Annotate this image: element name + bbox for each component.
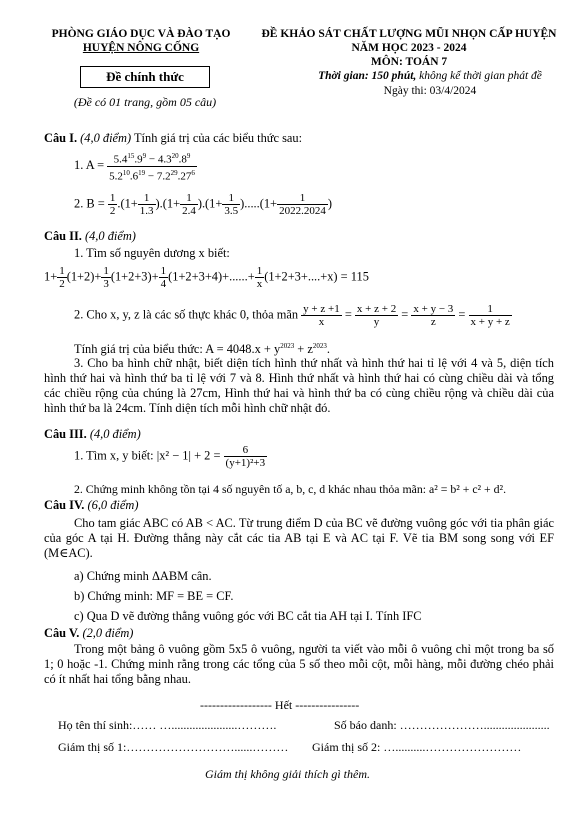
q5-points: (2,0 điểm) [82,626,134,640]
q3-p1-text: 1. Tìm x, y biết: |x² − 1| + 2 = [74,448,221,463]
page-note: (Đề có 01 trang, gồm 05 câu) [73,95,217,109]
q2-p3: 3. Cho ba hình chữ nhật, biết diện tích hình thứ nhất và hình thứ hai tỉ lệ với 4 và 5, diện tích hình thứ hai và hình thứ ba tỉ lệ với 7 và 8. Hình thứ nhất và hình thứ hai có cùng chiều dài và tổng các chiều rộng của chúng là 27cm, Hình thứ hai và hình thứ ba có cùng chiều rộng và chiều dài của hình thứ ba là 24cm. Tính diện tích mỗi hình chữ nhật đó. [44,356,554,415]
q1-points: (4,0 điểm) [80,131,132,145]
time-rest: không kể thời gian phát đề [416,70,542,82]
q2-p2: 2. Cho x, y, z là các số thực khác 0, thỏa mãn $\frac{y + z +1}{x}$ = $\frac{x + z + 2}{y}$ = $\frac{x + y - 3}{z}$ = $\frac{1}{x + y + z}$ [74,303,510,328]
q1-a [74,150,197,182]
footer-note: Giám thị không giải thích gì thêm. [205,767,370,781]
candidate-name-line: Họ tên thí sinh:…… …......................………. [58,718,277,732]
q2-p2-text: 2. Cho x, y, z là các số thực khác 0, thỏa mãn [74,307,299,322]
end-marker: ------------------ Hết ---------------- [200,698,360,712]
q1-b-label: 2. B = [74,196,105,211]
q3-p2: 2. Chứng minh không tồn tại 4 số nguyên tố a, b, c, d khác nhau thỏa mãn: a² = b² + c² + d². [74,482,507,496]
q2-p2b-text: Tính giá trị của biểu thức: A = 4048.x + y [74,342,281,357]
q1-heading [44,130,302,146]
exam-date: Ngày thi: 03/4/2024 [383,85,477,97]
exam-title: ĐỀ KHẢO SÁT CHẤT LƯỢNG MŨI NHỌN CẤP HUYỆN [261,28,557,40]
time-bold: Thời gian: 150 phút, [318,70,417,82]
q3-title: Câu III. [44,427,87,441]
q2-p1-result: = 115 [340,269,369,284]
q2-p1-equation: 1+ $\frac{1}{2}$ (1+2)+ $\frac{1}{3}$ (1+2+3)+ $\frac{1}{4}$ (1+2+3+4)+......+ $\frac{1}{x}$ (1+2+3+....+x) = 115 [44,265,369,290]
q4-title: Câu IV. [44,498,85,512]
q1-a-fraction: $\frac{5.4^{15}.9^9 - 4.3^{20}.8^9}{5.2^{10}.6^{19} - 7.2^{29}.27^6}$ [109,152,195,183]
school-year: NĂM HỌC 2023 - 2024 [351,42,467,54]
invigilator-2-line: Giám thị số 2: …..........…………………… [312,740,522,754]
q2-points: (4,0 điểm) [84,229,136,243]
q4-c: c) Qua D vẽ đường thẳng vuông góc với BC cắt tia AH tại I. Tính IFC [74,609,422,623]
q1-a-label: 1. A = [74,158,105,172]
q4-b: b) Chứng minh: MF = BE = CF. [74,589,234,603]
q5-text: Trong một bảng ô vuông gồm 5x5 ô vuông, người ta viết vào mỗi ô vuông chỉ một trong ba số 1; 0 hoặc -1. Chứng minh rằng trong các tổng của 5 số theo mỗi cột, mỗi hàng, mỗi đường chéo phải có ít nhất hai tổng bằng nhau. [44,642,554,686]
exam-time [280,69,580,99]
q2-title: Câu II. [44,229,82,243]
q2-heading [44,228,136,244]
q4-text: Cho tam giác ABC có AB < AC. Từ trung điểm D của BC vẽ đường vuông góc với tia phân giác của góc A tại H. Đường thẳng này cắt các tia AB tại E và AC tại F. Vẽ tia BM song song với EF (M∈AC). [44,516,554,560]
q3-heading [44,426,141,442]
q4-a: a) Chứng minh ΔABM cân. [74,569,212,583]
header-left [36,27,246,55]
q3-points: (4,0 điểm) [89,427,141,441]
q2-p1: 1. Tìm số nguyên dương x biết: [74,246,230,260]
q1-title: Câu I. [44,131,78,145]
invigilator-1-line: Giám thị số 1:………………………......……… [58,740,289,754]
subject: MÔN: TOÁN 7 [370,56,448,68]
candidate-number-line: Số báo danh: …………………...................... [334,718,550,732]
q5-title: Câu V. [44,626,80,640]
q1-b-last-denominator: 2022.2024 [279,205,326,217]
q4-points: (6,0 điểm) [87,498,139,512]
header-right [254,27,564,69]
district-name: HUYỆN NÔNG CỐNG [82,42,200,54]
q5-heading [44,625,133,641]
q4-heading [44,497,138,513]
q2-p2b: Tính giá trị của biểu thức: $A = 4048.x + y^{2023} + z^{2023}$. [74,342,330,357]
q1-text: Tính giá trị của các biểu thức sau: [131,131,303,145]
q1-b: 2. B = $\frac{1}{2}$ .(1+ $\frac{1}{1.3}$ ).(1+ $\frac{1}{2.4}$ ).(1+ $\frac{1}{3.5}$ ).....(1+ $\frac{1}{2022.2024}$ ) [74,192,332,217]
official-badge: Đề chính thức [80,66,210,88]
department-name: PHÒNG GIÁO DỤC VÀ ĐÀO TẠO [51,28,231,40]
q3-p1: 1. Tìm x, y biết: |x² − 1| + 2 = $\frac{6}{\text{(y+1)²+3}}$ [74,444,266,469]
